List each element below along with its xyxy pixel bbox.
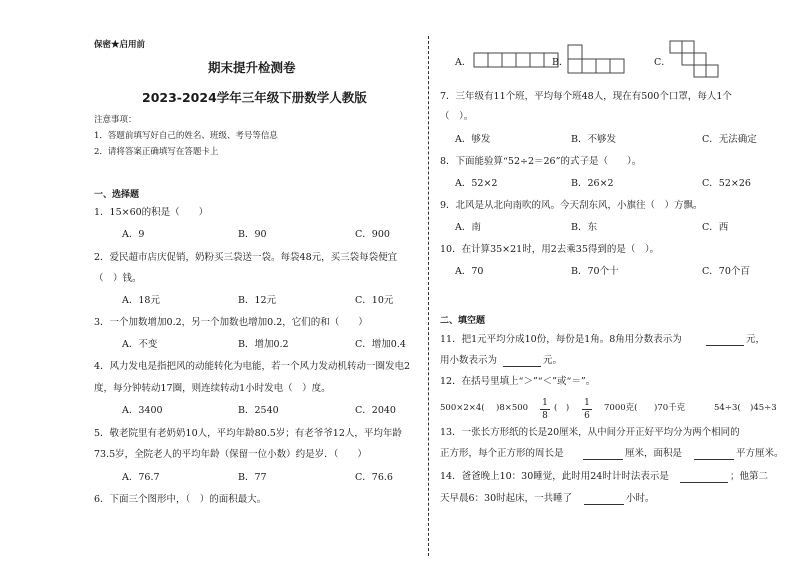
q14-text-3: 天早晨6：30时起床，一共睡了 xyxy=(440,493,573,504)
q9-option-b[interactable]: B．东 xyxy=(571,222,597,233)
section-fill-heading: 二、填空题 xyxy=(440,316,486,326)
q8-option-c[interactable]: C．52×26 xyxy=(702,178,751,189)
confidential-mark: 保密★启用前 xyxy=(94,40,146,50)
q7-line2: （ ）。 xyxy=(440,111,474,122)
q12-expr-6: )45÷3 xyxy=(750,403,777,413)
q12-expr-3: 7000克( xyxy=(604,403,638,413)
q6-figure-a xyxy=(474,49,560,77)
q7-option-b[interactable]: B．不够发 xyxy=(571,134,616,145)
q7-line1: 7．三年级有11个班，平均每个班48人，现在有500个口罩，每人1个 xyxy=(440,91,732,102)
q12-blank-fraction[interactable]: ( ) xyxy=(554,403,570,413)
q12-stem: 12．在括号里填上“＞”“＜”或“＝”。 xyxy=(440,376,596,387)
q9-option-a[interactable]: A．南 xyxy=(455,222,481,233)
q9-option-c[interactable]: C．西 xyxy=(702,222,729,233)
exam-subtitle: 2023-2024学年三年级下册数学人教版 xyxy=(142,90,367,105)
q1-option-b[interactable]: B．90 xyxy=(238,229,267,240)
q11-text-1: 11．把1元平均分成10份，每份是1角。8角用分数表示为 xyxy=(440,334,682,345)
q2-line2: （ ）钱。 xyxy=(94,273,142,284)
q4-line2: 度，每分钟转动17圈，则连续转动1小时发电（ ）度。 xyxy=(94,383,331,394)
q12-expr-2: )8×500 xyxy=(496,403,529,413)
q10-option-a[interactable]: A．70 xyxy=(455,266,484,277)
q14-text-2: ；他第二 xyxy=(730,471,769,482)
q13-blank-2[interactable] xyxy=(694,449,734,460)
q4-line1: 4．风力发电是指把风的动能转化为电能，若一个风力发动机转动一圈发电2 xyxy=(94,361,411,372)
q2-option-a[interactable]: A．18元 xyxy=(122,295,160,306)
q8-stem: 8．下面能验算“52÷2＝26”的式子是（ ）。 xyxy=(440,156,642,167)
q13-line1: 13．一张长方形纸的长是20厘米，从中间分开正好平均分为两个相同的 xyxy=(440,427,740,438)
q11-text-3: 用小数表示为 xyxy=(440,355,498,366)
q12-expr-1: 500×2×4( xyxy=(440,403,485,413)
q1-stem: 1．15×60的积是（ ） xyxy=(94,207,209,218)
q6-figure-b xyxy=(568,45,628,77)
q7-option-a[interactable]: A．够发 xyxy=(455,134,491,145)
q13-text-1: 正方形，每个正方形的周长是 xyxy=(440,448,564,459)
note-item: 1．答题前填写好自己的姓名、班级、考号等信息 xyxy=(94,131,278,141)
q11-text-2: 元， xyxy=(746,334,766,345)
q14-text-4: 小时。 xyxy=(626,493,655,504)
q13-text-3: 平方厘米。 xyxy=(736,448,784,459)
q3-option-b[interactable]: B．增加0.2 xyxy=(238,339,289,350)
q13-text-2: 厘米，面积是 xyxy=(625,448,683,459)
q6-option-b[interactable]: B． xyxy=(552,57,569,68)
q2-option-b[interactable]: B．12元 xyxy=(238,295,277,306)
q4-option-c[interactable]: C．2040 xyxy=(355,405,396,416)
q9-stem: 9．北风是从北向南吹的风。今天刮东风，小旗往（ ）方飘。 xyxy=(440,200,703,211)
q6-option-c[interactable]: C． xyxy=(654,57,671,68)
q12-expr-4: )70千克 xyxy=(654,403,686,413)
q14-blank-2[interactable] xyxy=(584,494,624,505)
q4-option-b[interactable]: B．2540 xyxy=(238,405,279,416)
column-divider xyxy=(428,36,429,556)
q6-stem: 6．下面三个图形中，（ ）的面积最大。 xyxy=(94,494,267,505)
q7-option-c[interactable]: C．无法确定 xyxy=(702,134,757,145)
q12-expr-5: 54÷3( xyxy=(714,403,741,413)
q5-line1: 5．敬老院里有老奶奶10人，平均年龄80.5岁；有老爷爷12人，平均年龄 xyxy=(94,428,402,439)
q10-option-b[interactable]: B．70个十 xyxy=(571,266,619,277)
q5-line2: 73.5岁，全院老人的平均年龄（保留一位小数）约是岁．（ ） xyxy=(94,449,367,460)
section-choice-heading: 一、选择题 xyxy=(94,190,140,200)
note-item: 2．请将答案正确填写在答题卡上 xyxy=(94,147,219,157)
q5-option-b[interactable]: B．77 xyxy=(238,472,267,483)
q2-line1: 2．爱民超市店庆促销，奶粉买三袋送一袋。每袋48元，买三袋每袋便宜 xyxy=(94,252,398,263)
q11-blank-2[interactable] xyxy=(503,356,541,367)
q6-option-a[interactable]: A． xyxy=(455,57,472,68)
q8-option-b[interactable]: B．26×2 xyxy=(571,178,614,189)
q14-blank-1[interactable] xyxy=(680,472,728,483)
q12-fraction-2: 1 6 xyxy=(582,398,592,421)
q3-stem: 3．一个加数增加0.2，另一个加数也增加0.2，它们的和（ ） xyxy=(94,317,368,328)
q5-option-c[interactable]: C．76.6 xyxy=(355,472,393,483)
q5-option-a[interactable]: A．76.7 xyxy=(122,472,160,483)
q1-option-c[interactable]: C．900 xyxy=(355,229,390,240)
q2-option-c[interactable]: C．10元 xyxy=(355,295,394,306)
exam-title: 期末提升检测卷 xyxy=(208,60,296,75)
q10-stem: 10．在计算35×21时，用2去乘35得到的是（ ）。 xyxy=(440,244,660,255)
q1-option-a[interactable]: A．9 xyxy=(122,229,145,240)
q12-fraction-1: 1 8 xyxy=(540,398,550,421)
q14-text-1: 14．爸爸晚上10：30睡觉，此时用24时计时法表示是 xyxy=(440,471,669,482)
q13-blank-1[interactable] xyxy=(583,449,623,460)
q3-option-c[interactable]: C．增加0.4 xyxy=(355,339,406,350)
q6-figure-c xyxy=(670,41,726,77)
q11-blank-1[interactable] xyxy=(706,335,744,346)
q3-option-a[interactable]: A．不变 xyxy=(122,339,158,350)
q11-text-4: 元。 xyxy=(543,355,563,366)
notes-heading: 注意事项： xyxy=(94,115,137,125)
q8-option-a[interactable]: A．52×2 xyxy=(455,178,498,189)
q4-option-a[interactable]: A．3400 xyxy=(122,405,163,416)
q10-option-c[interactable]: C．70个百 xyxy=(702,266,750,277)
